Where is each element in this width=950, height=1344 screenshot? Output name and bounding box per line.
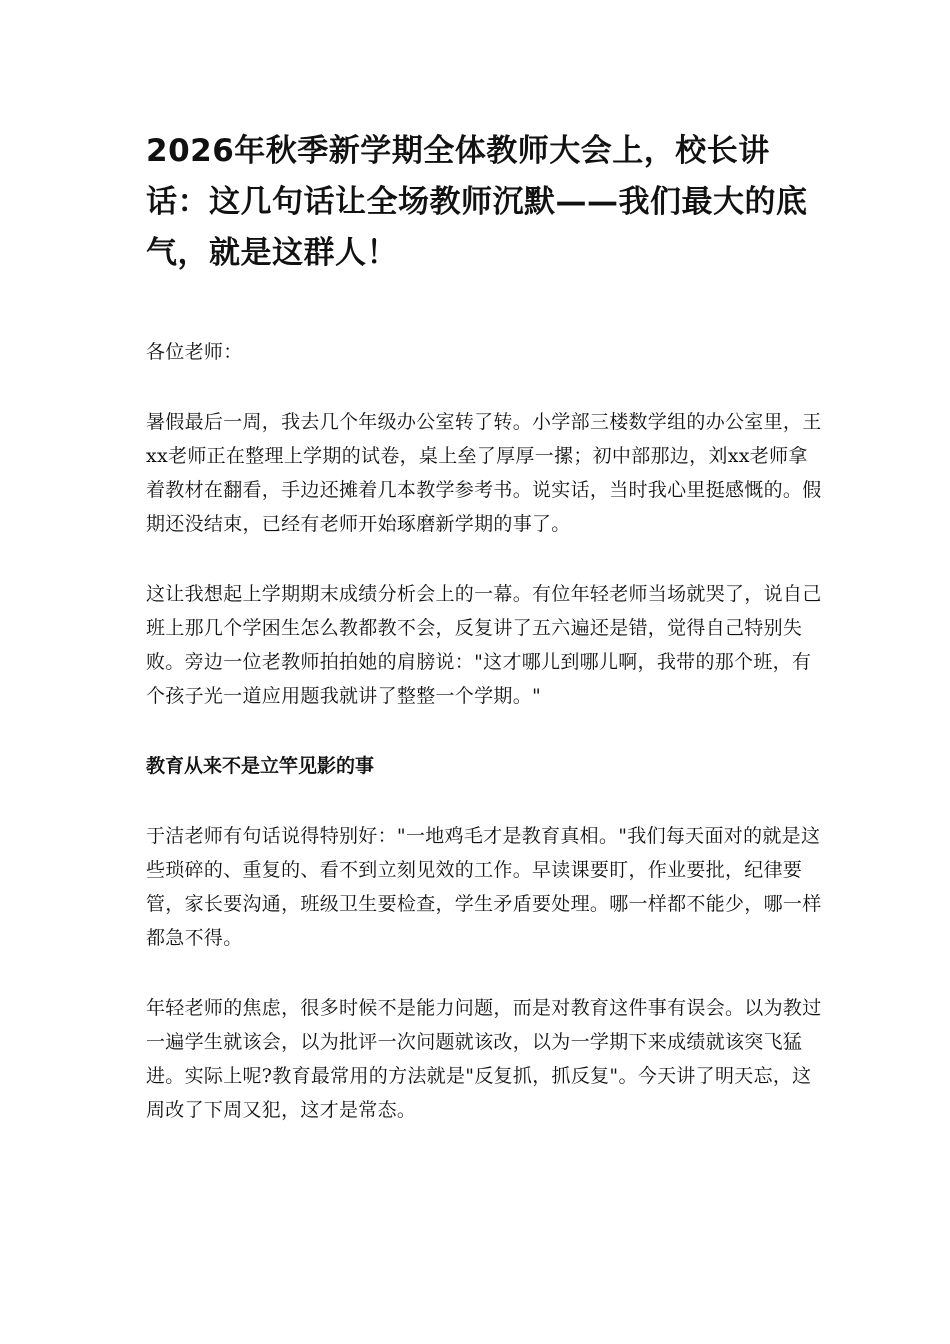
paragraph-2: 这让我想起上学期期末成绩分析会上的一幕。有位年轻老师当场就哭了，说自己班上那几个学困生怎么教都教不会，反复讲了五六遍还是错，觉得自己特别失败。旁边一位老教师拍拍她的肩膀说："这才哪儿到哪儿啊，我带的那个班，有个孩子光一道应用题我就讲了整整一个学期。" [146,583,822,707]
section-paragraph-1: 于洁老师有句话说得特别好："一地鸡毛才是教育真相。"我们每天面对的就是这些琐碎的、重复的、看不到立刻见效的工作。早读课要盯，作业要批，纪律要管，家长要沟通，班级卫生要检查，学生矛盾要处理。哪一样都不能少，哪一样都急不得。 [146,825,822,949]
section-paragraph-2: 年轻老师的焦虑，很多时候不是能力问题，而是对教育这件事有误会。以为教过一遍学生就该会，以为批评一次问题就该改，以为一学期下来成绩就该突飞猛进。实际上呢?教育最常用的方法就是"反复抓，抓反复"。今天讲了明天忘，这周改了下周又犯，这才是常态。 [146,997,822,1121]
document-page [146,126,826,1163]
document-title: 2026年秋季新学期全体教师大会上，校长讲话：这几句话让全场教师沉默——我们最大的底气，就是这群人！ [146,133,808,271]
greeting: 各位老师： [146,341,243,363]
paragraph-1: 暑假最后一周，我去几个年级办公室转了转。小学部三楼数学组的办公室里，王xx老师正在整理上学期的试卷，桌上垒了厚厚一摞；初中部那边，刘xx老师拿着教材在翻看，手边还摊着几本教学参考书。说实话，当时我心里挺感慨的。假期还没结束，已经有老师开始琢磨新学期的事了。 [146,411,822,535]
section-heading: 教育从来不是立竿见影的事 [146,755,375,777]
